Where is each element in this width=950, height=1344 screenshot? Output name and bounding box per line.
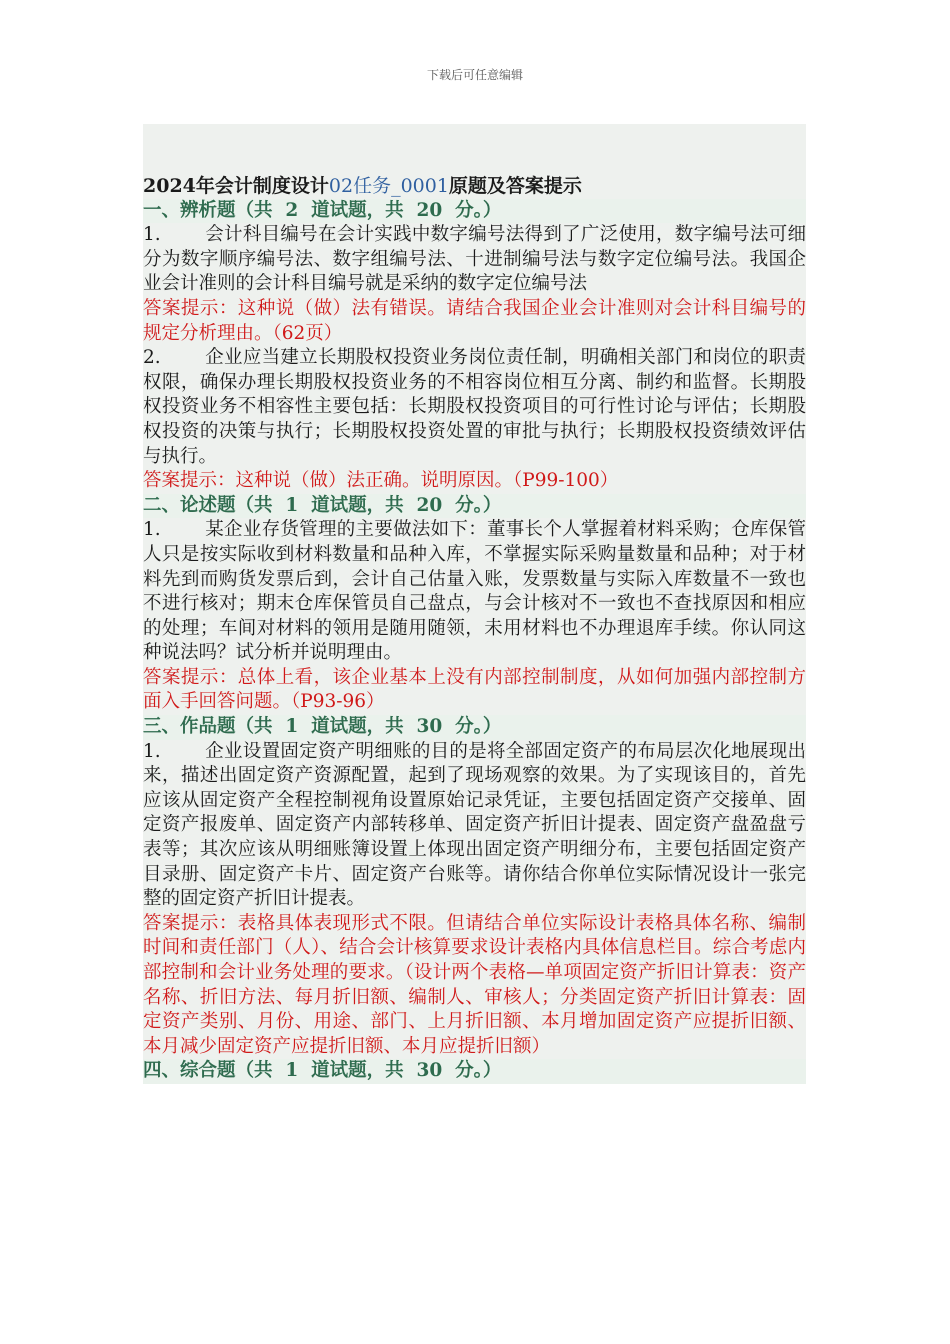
question-number: 1. [143, 740, 161, 762]
question-number: 1. [143, 519, 161, 541]
question-1-1 [143, 223, 806, 297]
answer-hint-1-1: 答案提示：这种说（做）法有错误。请结合我国企业会计准则对会计科目编号的规定分析理由。（62页） [143, 297, 806, 344]
answer-hint-1-2: 答案提示：这种说（做）法正确。说明原因。（P99-100） [143, 470, 619, 492]
title-task-code: 02任务_0001 [328, 175, 449, 197]
question-number: 2. [143, 347, 161, 369]
question-text: 某企业存货管理的主要做法如下：董事长个人掌握着材料采购；仓库保管人只是按实际收到材料数量和品种入库，不掌握实际采购量数量和品种；对于材料先到而购货发票后到，会计自己估量入账，发票数量与实际入库数量不一致也不进行核对；期末仓库保管员自己盘点，与会计核对不一致也不查找原因和相应的处理；车间对材料的领用是随用随领，未用材料也不办理退库手续。你认同这种说法吗？试分析并说明理由。 [143, 519, 806, 664]
question-text: 会计科目编号在会计实践中数字编号法得到了广泛使用，数字编号法可细分为数字顺序编号法、数字组编号法、十进制编号法与数字定位编号法。我国企业会计准则的会计科目编号就是采纳的数字定位编号法 [143, 224, 806, 295]
title-suffix: 原题及答案提示 [448, 175, 582, 197]
question-3-1 [143, 740, 806, 912]
document-title [143, 174, 806, 199]
title-year-course: 2024年会计制度设计 [143, 175, 329, 197]
shaded-blank-area [143, 124, 806, 174]
section-heading-4: 四、综合题（共 1 道试题，共 30 分。） [143, 1059, 806, 1084]
question-2-1 [143, 518, 806, 666]
section-heading-2: 二、论述题（共 1 道试题，共 20 分。） [143, 494, 806, 519]
question-1-2 [143, 346, 806, 469]
answer-hint-2-1: 答案提示：总体上看，该企业基本上没有内部控制制度，从如何加强内部控制方面入手回答问题。（P93-96） [143, 666, 806, 713]
page-header-note: 下载后可任意编辑 [426, 68, 523, 82]
question-text: 企业应当建立长期股权投资业务岗位责任制，明确相关部门和岗位的职责权限，确保办理长期股权投资业务的不相容岗位相互分离、制约和监督。长期股权投资业务不相容性主要包括：长期股权投资项目的可行性讨论与评估；长期股权投资的决策与执行；长期股权投资处置的审批与执行；长期股权投资绩效评估与执行。 [143, 347, 806, 467]
question-number: 1. [143, 224, 161, 246]
question-text: 企业设置固定资产明细账的目的是将全部固定资产的布局层次化地展现出来，描述出固定资产资源配置，起到了现场观察的效果。为了实现该目的，首先应该从固定资产全程控制视角设置原始记录凭证，主要包括固定资产交接单、固定资产报废单、固定资产内部转移单、固定资产折旧计提表、固定资产盘盈盘亏表等；其次应该从明细账簿设置上体现出固定资产明细分布，主要包括固定资产目录册、固定资产卡片、固定资产台账等。请你结合你单位实际情况设计一张完整的固定资产折旧计提表。 [143, 740, 806, 910]
section-heading-3: 三、作品题（共 1 道试题，共 30 分。） [143, 715, 806, 740]
answer-hint-3-1: 答案提示：表格具体表现形式不限。但请结合单位实际设计表格具体名称、编制时间和责任部门（人）、结合会计核算要求设计表格内具体信息栏目。综合考虑内部控制和会计业务处理的要求。（设计两个表格—单项固定资产折旧计算表：资产名称、折旧方法、每月折旧额、编制人、审核人；分类固定资产折旧计算表：固定资产类别、月份、用途、部门、上月折旧额、本月增加固定资产应提折旧额、本月减少固定资产应提折旧额、本月应提折旧额） [143, 912, 806, 1057]
document-body [143, 174, 806, 1084]
section-heading-1: 一、辨析题（共 2 道试题，共 20 分。） [143, 199, 806, 224]
